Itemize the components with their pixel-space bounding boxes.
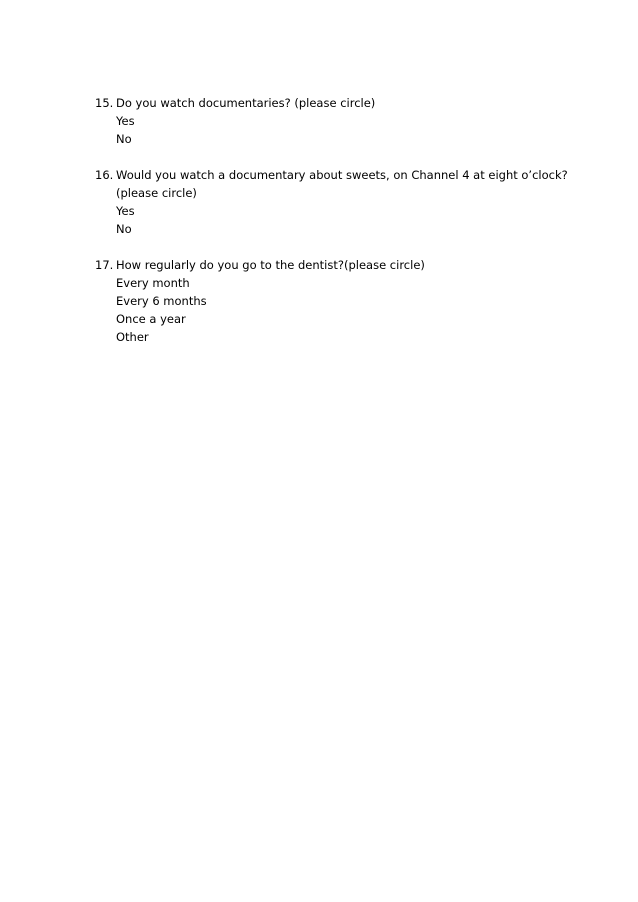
option-no: No bbox=[116, 132, 132, 146]
question-16 bbox=[95, 166, 568, 238]
option-every-6-months: Every 6 months bbox=[116, 294, 207, 308]
question-text: How regularly do you go to the dentist?(please circle) bbox=[116, 258, 425, 272]
question-line bbox=[95, 94, 565, 112]
option-every-month: Every month bbox=[116, 276, 190, 290]
question-17 bbox=[95, 256, 565, 346]
option-no: No bbox=[116, 222, 132, 236]
question-text: Would you watch a documentary about sweets, on Channel 4 at eight o’clock? bbox=[116, 168, 568, 182]
question-text: Do you watch documentaries? (please circle) bbox=[116, 96, 376, 110]
option-yes: Yes bbox=[116, 114, 135, 128]
question-number: 17. bbox=[95, 258, 114, 272]
option-other: Other bbox=[116, 330, 149, 344]
option-yes: Yes bbox=[116, 204, 135, 218]
question-15 bbox=[95, 94, 565, 148]
question-line bbox=[95, 166, 568, 184]
option-once-a-year: Once a year bbox=[116, 312, 186, 326]
question-text-continued: (please circle) bbox=[116, 186, 197, 200]
question-line bbox=[95, 256, 565, 274]
question-number: 15. bbox=[95, 96, 114, 110]
question-number: 16. bbox=[95, 168, 114, 182]
